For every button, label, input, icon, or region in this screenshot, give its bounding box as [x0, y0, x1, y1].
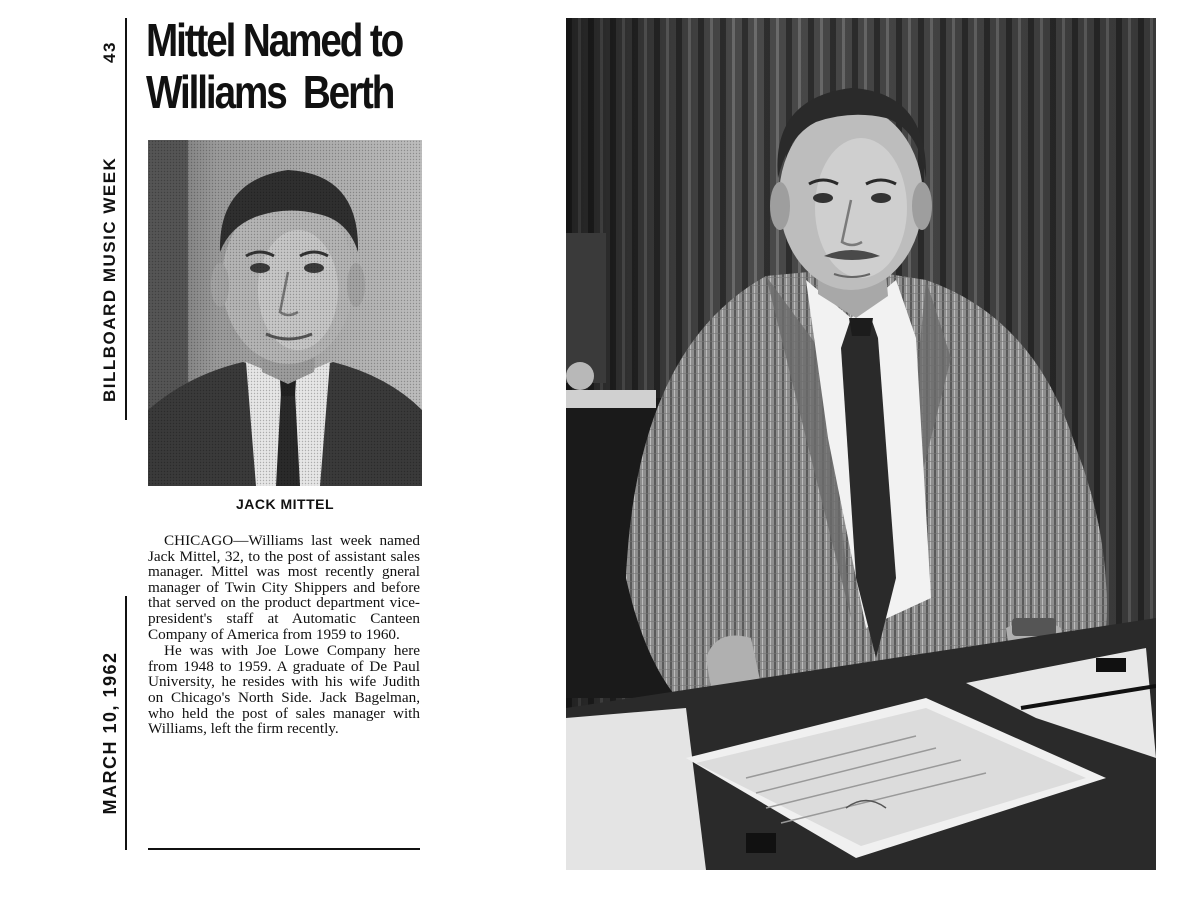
article-body — [148, 533, 420, 737]
headline — [146, 14, 403, 118]
publication-masthead: BILLBOARD MUSIC WEEK — [100, 156, 119, 402]
office-portrait-photo — [566, 18, 1156, 870]
vertical-rule-top — [125, 18, 127, 420]
clipping-portrait-photo — [148, 140, 422, 486]
newspaper-clipping — [0, 0, 560, 900]
publication-date: MARCH 10, 1962 — [100, 651, 120, 815]
article-paragraph: He was with Joe Lowe Company here from 1948 to 1959. A graduate of De Paul University, he resides with his wife Judith on Chicago's North Side. Jack Bagelman, who held the post of sales manager with Williams, left the firm recently. — [148, 642, 420, 738]
headline-line-1: Mittel Named to — [146, 14, 403, 66]
page-number: 43 — [100, 41, 119, 63]
article-paragraph: CHICAGO—Williams last week named Jack Mittel, 32, to the post of assistant sales manager. Mittel was most recently gneral manager of Twin City Shippers and before that served on the product department vice-president's staff at Automatic Canteen Company of America from 1959 to 1960. — [148, 532, 420, 643]
vertical-rule-bottom — [125, 596, 127, 850]
headline-line-2: Williams Berth — [146, 66, 394, 118]
photo-caption: JACK MITTEL — [235, 496, 335, 512]
bottom-rule — [148, 848, 420, 850]
